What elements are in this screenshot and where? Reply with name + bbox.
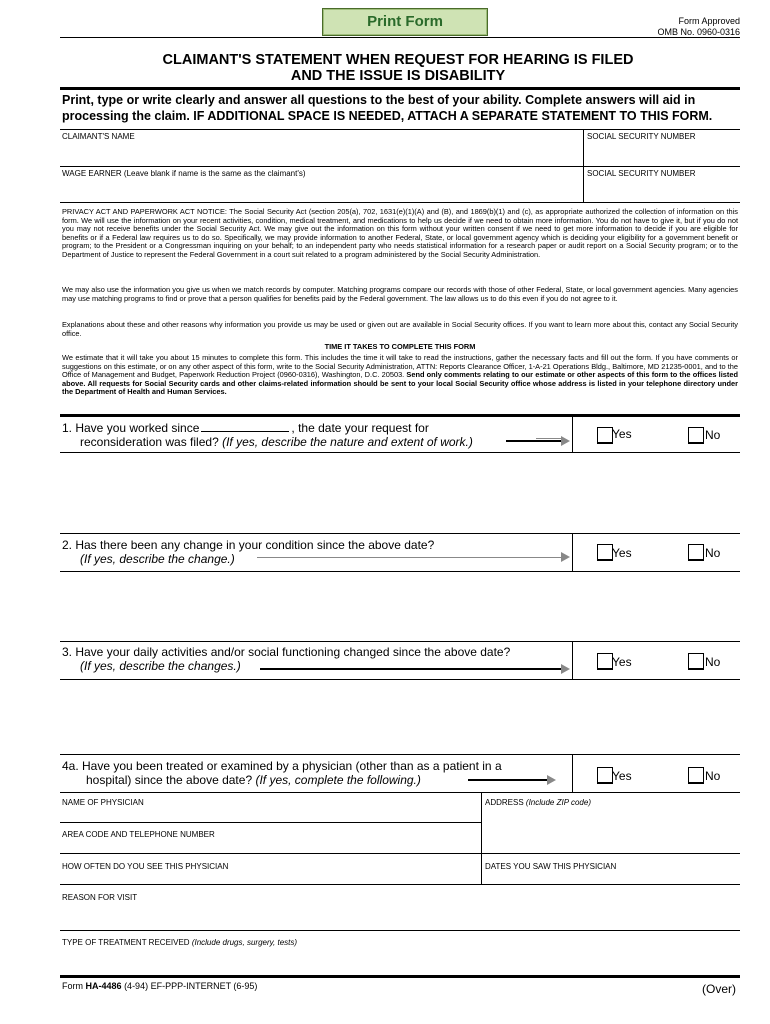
arrow-right-icon (561, 436, 570, 446)
title-line1: CLAIMANT'S STATEMENT WHEN REQUEST FOR HEARING IS FILED (162, 52, 634, 68)
answer-divider (572, 754, 573, 792)
divider (60, 754, 740, 755)
wage-earner-label: WAGE EARNER (Leave blank if name is the same as the claimant's) (62, 169, 306, 178)
q3-italic: (If yes, describe the changes.) (80, 659, 241, 673)
q3-answer-area[interactable] (62, 683, 738, 751)
answer-divider (572, 641, 573, 679)
ssn-label-2: SOCIAL SECURITY NUMBER (587, 169, 696, 178)
q4a-no-label: No (705, 769, 721, 783)
divider (60, 853, 740, 854)
arrow-right-icon (561, 664, 570, 674)
dates-field[interactable] (485, 872, 737, 883)
ssn-label-1: SOCIAL SECURITY NUMBER (587, 132, 696, 141)
q3-no-checkbox[interactable] (688, 653, 704, 670)
q3-text: 3. Have your daily activities and/or social functioning changed since the above date? (62, 645, 511, 659)
q1-italic: (If yes, describe the nature and extent of work.) (222, 435, 473, 449)
address-label-text: ADDRESS (485, 798, 524, 807)
divider (60, 641, 740, 642)
address-label (485, 798, 591, 807)
q1-text-a: 1. Have you worked since (62, 421, 200, 435)
divider (60, 679, 740, 680)
q3-arrow-line (260, 668, 562, 670)
omb-line2: OMB No. 0960-0316 (657, 27, 740, 37)
q3-yes-label: Yes (612, 655, 632, 669)
q3-no-label: No (705, 655, 721, 669)
ssn-field-1[interactable] (587, 142, 737, 164)
q1-yes-checkbox[interactable] (597, 427, 613, 444)
reason-field[interactable] (62, 903, 738, 929)
question-4a (62, 759, 502, 787)
phone-field[interactable] (62, 840, 477, 852)
claimant-name-label: CLAIMANT'S NAME (62, 132, 135, 141)
time-bold-text: Send only comments relating to our estimate or other aspects of this form to the offices listed above. All requests for Social Security cards and other claims-related information should be sent to your local Social Security office whose address is listed in your telephone directory under the Department of Health and Human Services. (62, 370, 738, 397)
q4a-no-checkbox[interactable] (688, 767, 704, 784)
q3-yes-checkbox[interactable] (597, 653, 613, 670)
ssn-field-2[interactable] (587, 179, 737, 201)
form-id: HA-4486 (85, 981, 122, 991)
form-title (60, 52, 736, 84)
answer-divider (572, 414, 573, 452)
address-label-italic: (Include ZIP code) (525, 798, 591, 807)
arrow-right-icon (547, 775, 556, 785)
arrow-right-icon (561, 552, 570, 562)
over-label: (Over) (702, 982, 736, 996)
omb-line1: Form Approved (678, 16, 740, 26)
q2-yes-label: Yes (612, 546, 632, 560)
divider (60, 792, 740, 793)
claimant-name-field[interactable] (62, 142, 580, 164)
title-divider (60, 87, 740, 90)
answer-divider (572, 533, 573, 571)
phone-label: AREA CODE AND TELEPHONE NUMBER (62, 830, 215, 839)
footer-divider (60, 975, 740, 978)
q1-text-c: reconsideration was filed? (80, 435, 219, 449)
top-divider (60, 37, 740, 38)
q1-no-checkbox[interactable] (688, 427, 704, 444)
physician-name-field[interactable] (62, 808, 477, 822)
treatment-label (62, 938, 297, 947)
divider (60, 571, 740, 572)
form-number (62, 981, 257, 991)
q4a-yes-checkbox[interactable] (597, 767, 613, 784)
divider (60, 930, 740, 931)
treatment-label-text: TYPE OF TREATMENT RECEIVED (62, 938, 190, 947)
wage-earner-field[interactable] (62, 179, 580, 201)
section-divider (60, 414, 740, 417)
treatment-label-italic: (Include drugs, surgery, tests) (191, 938, 298, 947)
how-often-field[interactable] (62, 872, 477, 883)
q2-no-checkbox[interactable] (688, 544, 704, 561)
form-prefix: Form (62, 981, 83, 991)
q1-arrow-line (506, 440, 562, 442)
q4a-text: 4a. Have you been treated or examined by a physician (other than as a patient in a (62, 759, 502, 773)
question-2 (62, 538, 434, 566)
divider (60, 822, 481, 823)
q4a-italic: (If yes, complete the following.) (255, 773, 421, 787)
computer-matching-notice: We may also use the information you give us when we match records by computer. Matching programs compare our records with those of other Federal, State, or local government agencies. Many agencies may use matching programs to find or prove that a person qualifies for benefits paid by the Federal government. The law allows us to do this even if you do not agree to it. (62, 285, 738, 303)
q4a-text-b: hospital) since the above date? (86, 773, 253, 787)
privacy-notice: PRIVACY ACT AND PAPERWORK ACT NOTICE: The Social Security Act (section 205(a), 702, 1631(e)(1)(A) and (B), and 1869(b)(1) and (c), as appropriate authorized the collection of information on this form. We will use the information on your recent activities, condition, medical treatment, and medications to help us decide if we need to obtain more information. You do not have to give it, but if you do not you may not receive benefits under the Social Security Act. We may give out the information on this form without your written consent if we need to get more information to decide if you are eligible for benefits or if a Federal law requires us to do so. Specifically, we may provide information to another Federal, State, or local government agency which is deciding your eligibility for a government benefit or program; to the President or a Congressman inquiring on your behalf; to an independent party who needs statistical information for a research paper or audit report on a Social Security program; or to the Department of Justice to represent the Federal Government in a court suit related to a program administered by the Social Security Administration. (62, 207, 738, 259)
divider (60, 202, 740, 203)
q2-yes-checkbox[interactable] (597, 544, 613, 561)
reason-label: REASON FOR VISIT (62, 893, 138, 902)
column-divider (481, 792, 482, 884)
divider (60, 452, 740, 453)
q1-date-blank[interactable] (201, 431, 289, 432)
q1-arrow-line-grey (536, 438, 562, 439)
dates-label: DATES YOU SAW THIS PHYSICIAN (485, 862, 617, 871)
question-1 (62, 421, 473, 449)
instructions: Print, type or write clearly and answer all questions to the best of your ability. Complete answers will aid in processing the claim. IF ADDITIONAL SPACE IS NEEDED, ATTACH A SEPARATE STATEMENT TO THIS FORM. (62, 93, 713, 123)
q2-italic: (If yes, describe the change.) (80, 552, 235, 566)
divider (60, 533, 740, 534)
q4a-yes-label: Yes (612, 769, 632, 783)
q1-yes-label: Yes (612, 427, 632, 441)
q4a-arrow-line (468, 779, 548, 781)
divider (60, 884, 740, 885)
print-form-button[interactable]: Print Form (322, 8, 488, 36)
q2-answer-area[interactable] (62, 575, 738, 639)
q1-no-label: No (705, 428, 721, 442)
time-notice (62, 354, 738, 397)
time-heading: TIME IT TAKES TO COMPLETE THIS FORM (324, 342, 476, 351)
explanations-notice: Explanations about these and other reasons why information you provide us may be used or given out are available in Social Security offices. If you want to learn more about this, contact any Social Security office. (62, 320, 738, 338)
q1-answer-area[interactable] (62, 456, 738, 532)
q1-text-b: , the date your request for (291, 421, 429, 435)
address-field[interactable] (485, 808, 737, 850)
title-line2: AND THE ISSUE IS DISABILITY (290, 68, 506, 84)
how-often-label: HOW OFTEN DO YOU SEE THIS PHYSICIAN (62, 862, 229, 871)
treatment-field[interactable] (62, 948, 738, 974)
physician-name-label: NAME OF PHYSICIAN (62, 798, 144, 807)
divider (60, 166, 740, 167)
q2-arrow-line (257, 557, 562, 558)
q2-text: 2. Has there been any change in your condition since the above date? (62, 538, 435, 552)
omb-number (657, 16, 740, 38)
time-text: We estimate that it will take you about 15 minutes to complete this form. This includes the time it will take to read the instructions, gather the necessary facts and fill out the form. If you have comments or suggestions on this estimate, or on any other aspect of this form, write to the Social Security Administration, ATTN: Reports Clearance Officer, 1-A-21 Operations Bldg., Baltimore, MD 21235-0001, and to the Office of Management and Budget, Paperwork Reduction Project (0960-0316), Washington, D.C. 20503. (62, 353, 738, 380)
q2-no-label: No (705, 546, 721, 560)
form-suffix: (4-94) EF-PPP-INTERNET (6-95) (124, 981, 258, 991)
divider (60, 129, 740, 130)
